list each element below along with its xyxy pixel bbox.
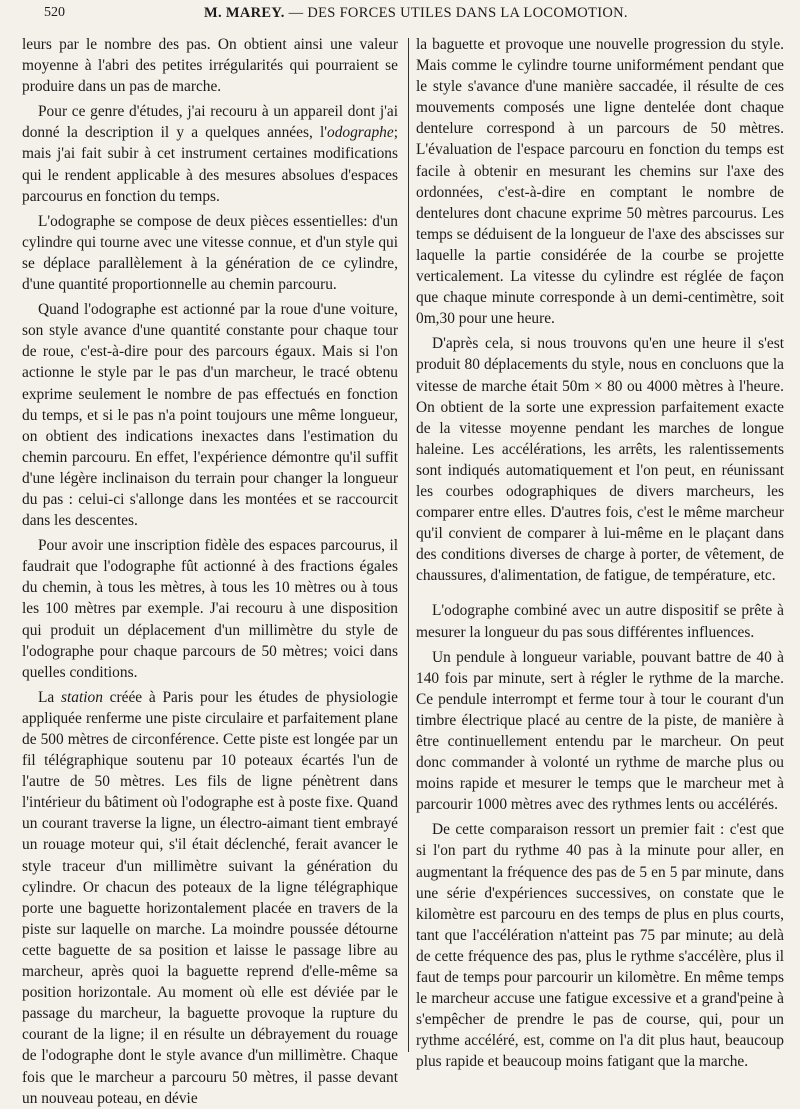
paragraph: La station créée à Paris pour les études de physiologie appliquée renferme une piste circulaire et parfaitement plane de 500 mètres de circonférence. Cette piste est longée par un fil télégraphique soutenu par 10 poteaux écartés l'un de l'autre de 50 mètres. Les fils de ligne pénètrent dans l'intérieur du bâtiment où l'odographe est à poste fixe. Quand un courant traverse la ligne, un électro-aimant tient embrayé un rouage moteur qui, s'il était déclenché, ferait avancer le style traceur d'un millimètre suivant la génération du cylindre. Or chacun des poteaux de la ligne télégraphique porte une baguette horizontalement placée en travers de la piste sur laquelle on marche. La moindre poussée détourne cette baguette de sa position et laisse le passage libre au marcheur, après quoi la baguette reprend d'elle-même sa position horizontale. Au moment où elle est déviée par le passage du marcheur, la baguette provoque la rupture du courant de la ligne; il en résulte un débrayement du rouage de l'odographe dont le style avance d'un millimètre. Chaque fois que le marcheur a parcouru 50 mètres, il passe devant un nouveau poteau, en dévie bbox=[22, 688, 398, 1107]
paragraph: D'après cela, si nous trouvons qu'en une heure il s'est produit 80 déplacements du style, nous en concluons que la vitesse de marche était 50m × 80 ou 4000 mètres à l'heure. On obtient de la sorte une expression parfaitement exacte de la vitesse moyenne pendant les marches de longue haleine. Les accélérations, les arrêts, les ralentissements sont indiqués automatiquement et l'on peut, en réunissant les courbes odographiques de divers marcheurs, les comparer entre elles. D'autres fois, c'est le même marcheur qu'il convient de comparer à lui-même en le plaçant dans des conditions diverses de charge à porter, de vêtement, de chaussures, d'alimentation, de fatigue, de température, etc. bbox=[416, 335, 784, 585]
left-column bbox=[22, 34, 398, 1109]
chapter-title: — DES FORCES UTILES DANS LA LOCOMOTION. bbox=[284, 5, 628, 21]
running-header bbox=[22, 2, 792, 24]
italic-term: station bbox=[61, 688, 103, 706]
paragraph: Pour ce genre d'études, j'ai recouru à un appareil dont j'ai donné la description il y a quelques années, l'odographe; mais j'ai fait subir à cet instrument certaines modifications qui le rendent applicable à des mesures absolues d'espaces parcourus en fonction du temps. bbox=[22, 103, 398, 205]
paragraph: L'odographe se compose de deux pièces essentielles: d'un cylindre qui tourne avec une vitesse connue, et d'un style qui se déplace parallèlement à la génération de ce cylindre, d'une quantité proportionnelle au chemin parcouru. bbox=[22, 212, 398, 294]
paragraph: Un pendule à longueur variable, pouvant battre de 40 à 140 fois par minute, sert à régler le rythme de la marche. Ce pendule interrompt et ferme tour à tour le courant d'un timbre électrique placé au centre de la piste, de manière à être continuellement entendu par le marcheur. On peut donc commander à volonté un rythme de marche plus ou moins rapide et mesurer le temps que le marcheur met à parcourir 1000 mètres avec des rythmes lents ou accélérés. bbox=[416, 648, 784, 814]
author-name: M. MAREY. bbox=[204, 5, 285, 21]
paragraph: Pour avoir une inscription fidèle des espaces parcourus, il faudrait que l'odographe fût actionné à des fractions égales du chemin, à tous les mètres, à tous les 10 mètres ou à tous les 100 mètres par exemple. J'ai recouru à une disposition qui produit un déplacement d'un millimètre du style de l'odographe pour chaque parcours de 50 mètres; voici dans quelles conditions. bbox=[22, 537, 398, 681]
right-column bbox=[416, 34, 784, 1073]
page-number: 520 bbox=[44, 5, 65, 20]
paragraph: la baguette et provoque une nouvelle progression du style. Mais comme le cylindre tourne uniformément pendant que le style s'avance d'une manière saccadée, il résulte de ces mouvements composés une ligne dentelée dont chaque dentelure correspond à un parcours de 50 mètres. L'évaluation de l'espace parcouru en fonction du temps est facile à obtenir en mesurant les chemins sur l'axe des ordonnées, c'est-à-dire en comptant le nombre de dentelures dont chacune exprime 50 mètres parcourus. Les temps se déduisent de la longueur de l'axe des abscisses sur laquelle la partie considérée de la courbe se projette verticalement. La vitesse du cylindre est réglée de façon que chaque minute corresponde à un demi-centimètre, soit 0m,30 pour une heure. bbox=[416, 36, 784, 328]
paragraph: leurs par le nombre des pas. On obtient ainsi une valeur moyenne à l'abri des petites irrégularités qui pourraient se produire dans un pas de marche. bbox=[22, 36, 398, 96]
paragraph: De cette comparaison ressort un premier fait : c'est que si l'on part du rythme 40 pas à la minute pour aller, en augmentant la fréquence des pas de 5 en 5 par minute, dans une série d'expériences successives, on constate que le kilomètre est parcouru en des temps de plus en plus courts, tant que l'accélération n'atteint pas 75 par minute; au delà de cette fréquence des pas, plus le rythme s'accélère, plus il faut de temps pour parcourir un kilomètre. En même temps le marcheur accuse une fatigue excessive et a grand'peine à s'empêcher de prendre le pas de course, qui, pour un rythme accéléré, est, comme on l'a dit plus haut, beaucoup plus rapide et beaucoup moins fatigant que la marche. bbox=[416, 821, 784, 1071]
running-title bbox=[204, 5, 628, 22]
paragraph: Quand l'odographe est actionné par la roue d'une voiture, son style avance d'une quantité constante pour chaque tour de roue, c'est-à-dire pour des parcours égaux. Mais si l'on actionne le style par le pas d'un marcheur, le tracé obtenu exprime seulement le nombre de pas effectués en fonction du temps, et si le pas n'a point toujours une même longueur, on obtient des indications inexactes dans l'estimation du chemin parcouru. En effet, l'expérience démontre qu'il suffit d'une légère inclinaison du terrain pour changer la longueur du pas : celui-ci s'allonge dans les montées et se raccourcit dans les descentes. bbox=[22, 301, 398, 530]
paragraph: L'odographe combiné avec un autre dispositif se prête à mesurer la longueur du pas sous différentes influences. bbox=[416, 602, 784, 641]
italic-term: odographe bbox=[327, 124, 394, 142]
column-divider bbox=[408, 38, 409, 1052]
